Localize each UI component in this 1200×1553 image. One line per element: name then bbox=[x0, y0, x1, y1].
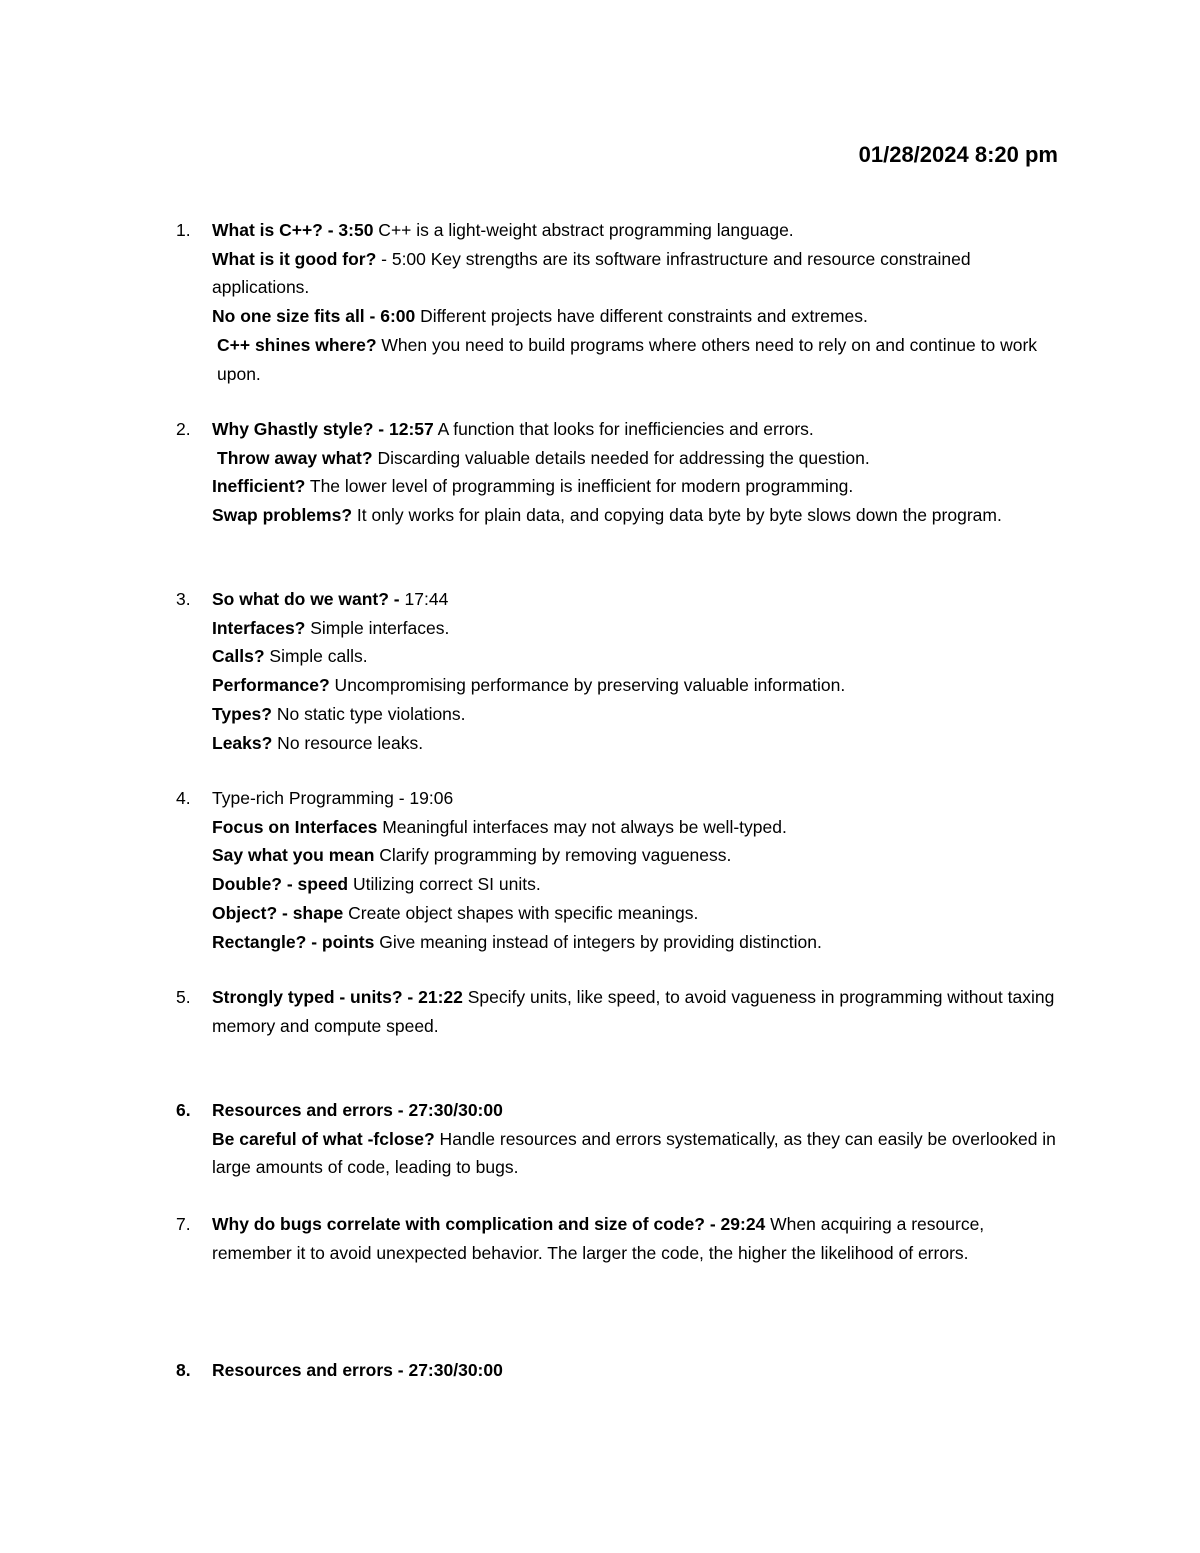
list-item bbox=[176, 784, 1066, 956]
question: No one size fits all - 6:00 bbox=[212, 306, 416, 327]
list-number: 4. bbox=[176, 788, 191, 808]
answer: Uncompromising performance by preserving valuable information. bbox=[329, 675, 846, 696]
question: Performance? bbox=[212, 675, 330, 696]
note-line bbox=[212, 331, 1066, 388]
note-line bbox=[212, 585, 1066, 614]
list-number: 3. bbox=[176, 589, 191, 609]
note-line bbox=[212, 870, 1066, 899]
question: Focus on Interfaces bbox=[212, 816, 378, 837]
question: Why Ghastly style? - 12:57 bbox=[212, 419, 434, 439]
note-line bbox=[212, 302, 1066, 331]
note-line bbox=[212, 415, 1066, 444]
answer: No static type violations. bbox=[271, 703, 466, 724]
answer: Discarding valuable details needed for addressing the question. bbox=[372, 447, 870, 468]
answer: Type-rich Programming - 19:06 bbox=[212, 788, 454, 808]
answer: 17:44 bbox=[399, 589, 449, 609]
question: Be careful of what -fclose? bbox=[212, 1128, 435, 1149]
answer: - 5:00 Key strengths are its software infrastructure and resource constrained applications. bbox=[212, 248, 971, 298]
question: What is it good for? bbox=[212, 248, 377, 269]
note-line bbox=[212, 216, 1066, 245]
question: Why do bugs correlate with complication and size of code? - 29:24 bbox=[212, 1214, 766, 1234]
question: What is C++? - 3:50 bbox=[212, 220, 374, 240]
list-item bbox=[176, 1096, 1066, 1182]
list-number: 1. bbox=[176, 220, 191, 240]
list-item bbox=[176, 585, 1066, 757]
section-heading: Resources and errors - 27:30/30:00 bbox=[212, 1360, 503, 1380]
question: Interfaces? bbox=[212, 617, 306, 638]
list-item bbox=[176, 415, 1066, 530]
answer: Meaningful interfaces may not always be well-typed. bbox=[377, 816, 787, 837]
answer: Utilizing correct SI units. bbox=[348, 874, 541, 895]
question: Inefficient? bbox=[212, 476, 306, 497]
list-item bbox=[176, 1210, 1066, 1267]
question: Leaks? bbox=[212, 732, 273, 753]
answer: Clarify programming by removing vagueness. bbox=[374, 845, 732, 866]
note-line bbox=[212, 501, 1066, 530]
note-line bbox=[212, 1356, 1066, 1385]
question: C++ shines where? bbox=[217, 334, 377, 355]
note-line bbox=[212, 642, 1066, 671]
note-line bbox=[212, 1210, 1066, 1267]
list-number: 8. bbox=[176, 1360, 191, 1380]
question: Say what you mean bbox=[212, 845, 375, 866]
note-date: 01/28/2024 8:20 pm bbox=[858, 142, 1058, 167]
answer: Simple calls. bbox=[264, 646, 368, 667]
note-line bbox=[212, 671, 1066, 700]
list-number: 2. bbox=[176, 419, 191, 439]
question: Strongly typed - units? - 21:22 bbox=[212, 987, 463, 1007]
answer: Create object shapes with specific meanings. bbox=[343, 902, 699, 923]
question: Types? bbox=[212, 703, 272, 724]
answer: Different projects have different constraints and extremes. bbox=[415, 306, 868, 327]
note-line bbox=[212, 444, 1066, 473]
answer: When you need to build programs where others need to rely on and continue to work upon. bbox=[217, 334, 1038, 384]
answer: A function that looks for inefficiencies and errors. bbox=[433, 419, 814, 439]
question: Object? - shape bbox=[212, 902, 344, 923]
answer: It only works for plain data, and copying data byte by byte slows down the program. bbox=[352, 505, 1002, 526]
note-line bbox=[212, 1125, 1066, 1182]
answer: Specify units, like speed, to avoid vagueness in programming without taxing memory and compute speed. bbox=[212, 987, 1055, 1036]
answer: No resource leaks. bbox=[272, 732, 424, 753]
question: Double? - speed bbox=[212, 874, 349, 895]
question: Calls? bbox=[212, 646, 265, 667]
note-line bbox=[212, 245, 1066, 302]
list-number: 7. bbox=[176, 1214, 191, 1234]
note-line bbox=[212, 729, 1066, 758]
question: Throw away what? bbox=[217, 447, 373, 468]
answer: Give meaning instead of integers by providing distinction. bbox=[374, 931, 822, 952]
list-number: 6. bbox=[176, 1100, 191, 1120]
note-line bbox=[212, 841, 1066, 870]
list-item bbox=[176, 1356, 1066, 1385]
list-item bbox=[176, 216, 1066, 388]
note-line bbox=[212, 614, 1066, 643]
answer: C++ is a light-weight abstract programming language. bbox=[373, 220, 794, 240]
list-item bbox=[176, 983, 1066, 1040]
list-number: 5. bbox=[176, 987, 191, 1007]
section-heading: Resources and errors - 27:30/30:00 bbox=[212, 1100, 503, 1120]
answer: When acquiring a resource, remember it to avoid unexpected behavior. The larger the code, the higher the likelihood of errors. bbox=[212, 1214, 985, 1263]
note-line bbox=[212, 784, 1066, 813]
note-line bbox=[212, 700, 1066, 729]
question: So what do we want? - bbox=[212, 589, 400, 609]
note-line bbox=[212, 983, 1066, 1040]
note-line bbox=[212, 899, 1066, 928]
answer: The lower level of programming is inefficient for modern programming. bbox=[305, 476, 854, 497]
note-line bbox=[212, 472, 1066, 501]
answer: Simple interfaces. bbox=[305, 617, 450, 638]
question: Rectangle? - points bbox=[212, 931, 375, 952]
question: Swap problems? bbox=[212, 505, 353, 526]
note-line bbox=[212, 1096, 1066, 1125]
note-line bbox=[212, 813, 1066, 842]
note-line bbox=[212, 928, 1066, 957]
answer: Handle resources and errors systematically, as they can easily be overlooked in large amounts of code, leading to bugs. bbox=[212, 1128, 1056, 1178]
